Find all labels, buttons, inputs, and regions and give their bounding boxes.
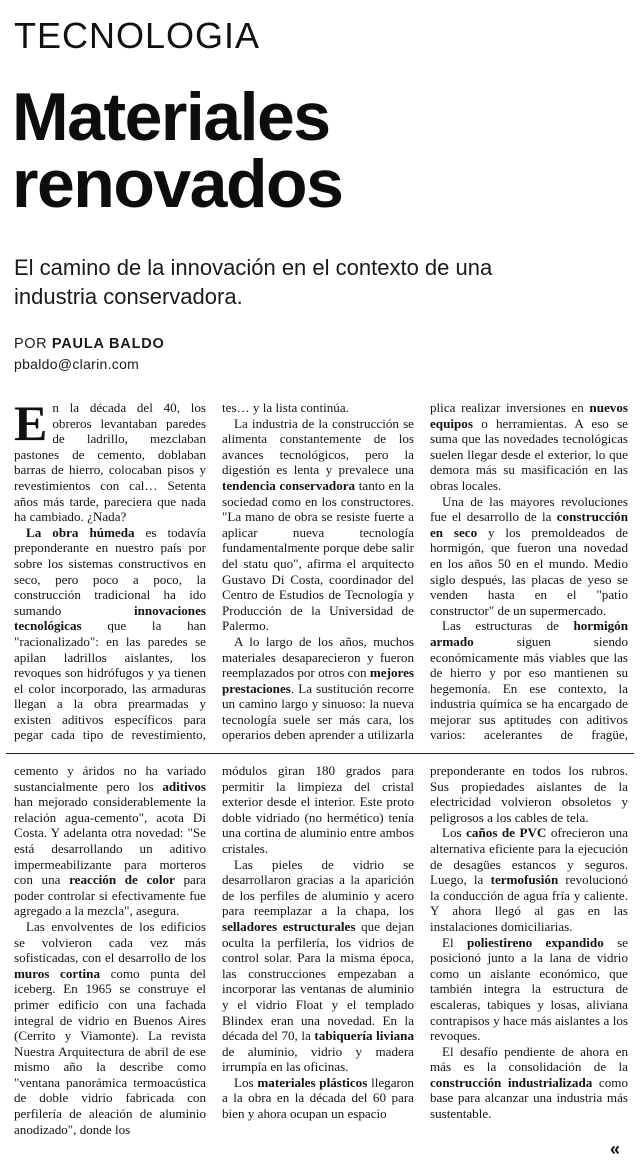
author-name: PAULA BALDO: [51, 336, 165, 352]
top-column-1: [14, 400, 206, 742]
paragraph: El desafío pendiente de ahora en más es la consolidación de la construcción industrializada como base para alcanzar una industria más sustentable.: [430, 1043, 628, 1122]
author-email[interactable]: pbaldo@clarin.com: [14, 356, 140, 372]
top-column-2: [222, 400, 414, 742]
paragraph: plica realizar inversiones en nuevos equipos o herramientas. A eso se suma que las novedades tecnológicas suelen llegar desde el exterior, lo que demora más su masificación en las obras locales.: [430, 400, 628, 493]
paragraph: Una de las mayores revoluciones fue el desarrollo de la construcción en seco y los premoldeados de hormigón, que fueron una novedad en los años 50 en el mundo. Medio siglo después, las placas de yeso se venden hasta en el "patio constructor" de un supermercado.: [430, 493, 628, 618]
byline: [14, 336, 165, 352]
paragraph: En la década del 40, los obreros levantaban paredes de ladrillo, mezclaban pastones de cemento, doblaban barras de hierro, colocaban pisos y revestimientos con cal… Setenta años más tarde, pareciera que nada ha cambiado. ¿Nada?: [14, 400, 206, 525]
paragraph: Los caños de PVC ofrecieron una alternativa eficiente para la ejecución de desagües estancos y seguros. Luego, la termofusión revolucionó la conducción de agua fría y caliente. Y ahora llegó al gas en las instalaciones domiciliarias.: [430, 825, 628, 934]
paragraph: La obra húmeda es todavía preponderante en nuestro país por sobre los sistemas constructivos en seco, pero poco a poco, la construcción tradicional ha ido sumando innovaciones tecnológicas que la han "racionalizado": en las paredes se apilan ladrillos aislantes, los revoques son hidrófugos y ya tienen el color incorporado, las armaduras llegan a la obra prearmadas y existen aditivos específicos para pegar cada tipo de revestimiento,: [14, 524, 206, 742]
paragraph: Las pieles de vidrio se desarrollaron gracias a la aparición de los perfiles de aluminio y acero para reemplazar a la chapa, los selladores estructurales que dejan oculta la perfilería, los vidrios de control solar. Para la misma época, las construcciones empezaban a incorporar las ventanas de aluminio y el vidrio Float y el templado Blindex eran una novedad. En la década del 70, la tabiquería liviana de aluminio, vidrio y madera irrumpía en las oficinas.: [222, 856, 414, 1075]
subheadline: El camino de la innovación en el contexto de una industria conservadora.: [14, 255, 493, 310]
bottom-column-1: [14, 763, 206, 1141]
end-mark-icon: «: [609, 1139, 620, 1159]
byline-prefix: POR: [14, 336, 48, 352]
paragraph: La industria de la construcción se alimenta constantemente de los avances tecnológicos, pero la digestión es lenta y prevalece una tendencia conservadora tanto en la sociedad como en los constructores. "La mano de obra se resiste fuerte a aplicar nueva tecnología fundamentalmente porque debe salir del statu quo", afirma el arquitecto Gustavo Di Costa, coordinador del Centro de Estudios de Tecnología y Producción de la Universidad de Palermo.: [222, 415, 414, 634]
paragraph: Las envolventes de los edificios se volvieron cada vez más sofisticadas, con el desarrollo de los muros cortina como punta del iceberg. En 1965 se construye el primer edificio con una fachada integral de vidrio en Buenos Aires (Cerrito y Viamonte). La revista Nuestra Arquitectura de abril de ese mismo año la describe como "ventana panorámica termoacústica de doble vidrio fabricada con perfilería de aleación de aluminio anodizado", donde los: [14, 918, 206, 1137]
paragraph: cemento y áridos no ha variado sustancialmente pero los aditivos han mejorado considerablemente la relación agua-cemento", acota Di Costa. Y adelanta otra novedad: "Se está desarrollando un aditivo impermeabilizante para morteros con una reacción de color para poder controlar si efectivamente fue agregado a la mezcla", asegura.: [14, 763, 206, 919]
section-divider: [6, 753, 634, 754]
headline-line-2: renovados: [12, 145, 343, 222]
drop-cap: E: [14, 400, 48, 451]
paragraph: tes… y la lista continúa.: [222, 400, 349, 415]
paragraph: preponderante en todos los rubros. Sus propiedades aislantes de la electricidad volvieron obsoletos y peligrosos a los cables de tela.: [430, 763, 628, 825]
headline-line-1: Materiales: [12, 79, 330, 155]
bottom-column-3: [430, 763, 628, 1141]
section-label: TECNOLOGIA: [14, 15, 261, 56]
headline: [12, 79, 572, 222]
paragraph: Los materiales plásticos llegaron a la obra en la década del 60 para bien y ahora ocupan un espacio: [222, 1074, 414, 1122]
paragraph: módulos giran 180 grados para permitir la limpieza del cristal exterior desde el interior. Este proto doble vidriado (no hermético) tenía una cortina de aluminio entre ambos cristales.: [222, 763, 414, 856]
paragraph: El poliestireno expandido se posicionó junto a la lana de vidrio como un aislante económico, que también integra la estructura de escaleras, tabiques y losas, aliviana contrapisos y hace más aislantes a los revoques.: [430, 934, 628, 1044]
top-column-3: [430, 400, 628, 742]
bottom-column-2: [222, 763, 414, 1141]
paragraph: A lo largo de los años, muchos materiales desaparecieron y fueron reemplazados por otros con mejores prestaciones. La sustitución recorre un camino largo y sinuoso: la nueva tecnología suele ser más cara, los operarios deben aprender a utilizarla: [222, 633, 414, 742]
paragraph: Las estructuras de hormigón armado siguen siendo económicamente más viables que las de hierro y por eso mantienen su hegemonía. En ese contexto, la industria química se ha encargado de mejorar sus aptitudes con aditivos varios: acelerantes de fragüe,: [430, 618, 628, 742]
